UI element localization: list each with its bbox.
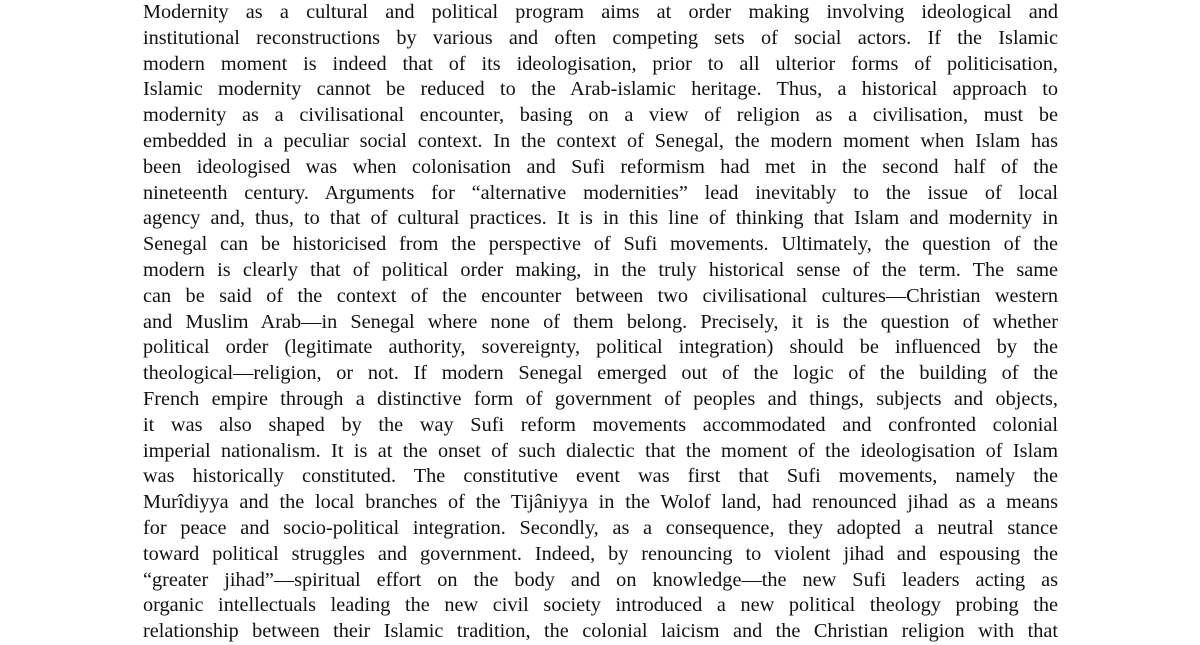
text-line-19: was historically constituted. The constitutive event was first that Sufi movements, namely the (143, 465, 1058, 488)
text-line-18: imperial nationalism. It is at the onset of such dialectic that the moment of the ideologisation of Islam (143, 439, 1058, 462)
text-line-1: Modernity as a cultural and political program aims at order making involving ideological and (143, 1, 1058, 23)
text-line-4: Islamic modernity cannot be reduced to the Arab-islamic heritage. Thus, a historical approach to (143, 78, 1058, 101)
text-line-23: “greater jihad”—spiritual effort on the body and on knowledge—the new Sufi leaders acting as (143, 568, 1058, 591)
text-line-3: modern moment is indeed that of its ideologisation, prior to all ulterior forms of politicisation, (143, 52, 1058, 75)
text-line-5: modernity as a civilisational encounter, basing on a view of religion as a civilisation, must be (143, 104, 1058, 127)
text-line-20: Murîdiyya and the local branches of the Tijâniyya in the Wolof land, had renounced jihad as a means (143, 491, 1058, 514)
text-line-12: can be said of the context of the encounter between two civilisational cultures—Christian western (143, 284, 1058, 307)
text-line-2: institutional reconstructions by various and often competing sets of social actors. If the Islamic (143, 26, 1058, 49)
text-line-14: political order (legitimate authority, sovereignty, political integration) should be influenced by the (143, 336, 1058, 359)
body-text (143, 0, 1058, 645)
text-line-15: theological—religion, or not. If modern Senegal emerged out of the logic of the building of the (143, 362, 1058, 385)
text-line-6: embedded in a peculiar social context. In the context of Senegal, the modern moment when Islam has (143, 129, 1058, 152)
text-line-16: French empire through a distinctive form of government of peoples and things, subjects and objects, (143, 387, 1058, 410)
text-line-11: modern is clearly that of political order making, in the truly historical sense of the term. The same (143, 258, 1058, 281)
text-line-13: and Muslim Arab—in Senegal where none of them belong. Precisely, it is the question of whether (143, 310, 1058, 333)
text-line-10: Senegal can be historicised from the perspective of Sufi movements. Ultimately, the question of the (143, 233, 1058, 256)
text-line-7: been ideologised was when colonisation and Sufi reformism had met in the second half of the (143, 155, 1058, 178)
text-line-21: for peace and socio-political integration. Secondly, as a consequence, they adopted a neutral stance (143, 516, 1058, 539)
text-line-8: nineteenth century. Arguments for “alternative modernities” lead inevitably to the issue of local (143, 181, 1058, 204)
text-line-9: agency and, thus, to that of cultural practices. It is in this line of thinking that Islam and modernity in (143, 207, 1058, 230)
text-line-22: toward political struggles and government. Indeed, by renouncing to violent jihad and espousing the (143, 542, 1058, 565)
text-line-17: it was also shaped by the way Sufi reform movements accommodated and confronted colonial (143, 413, 1058, 436)
text-line-24: organic intellectuals leading the new civil society introduced a new political theology probing the (143, 594, 1058, 617)
text-line-25: relationship between their Islamic tradition, the colonial laicism and the Christian religion with that (143, 620, 1058, 643)
